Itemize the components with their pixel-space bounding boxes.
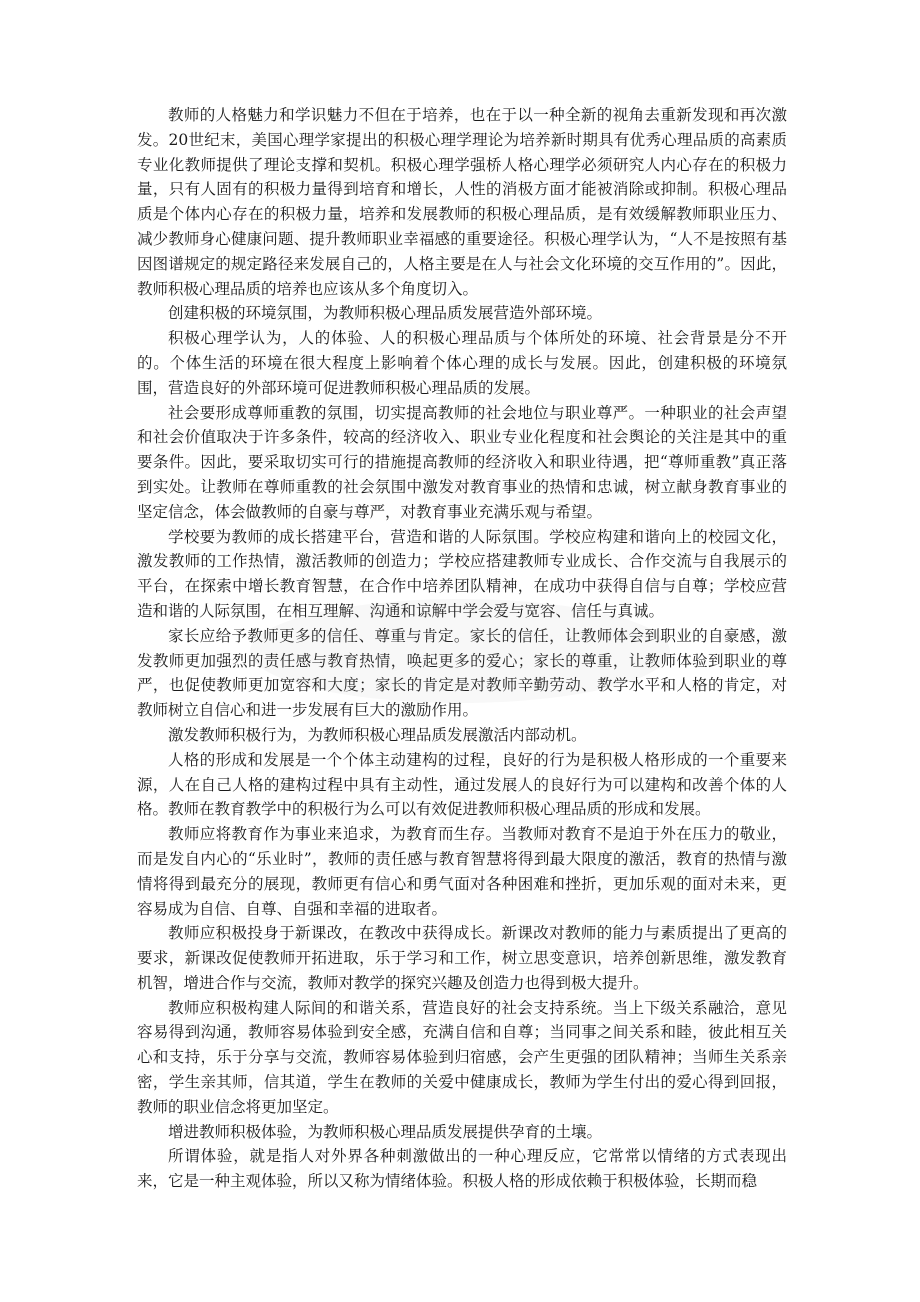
paragraph: 家长应给予教师更多的信任、尊重与肯定。家长的信任，让教师体会到职业的自豪感，激发教师更加强烈的责任感与教育热情，唤起更多的爱心；家长的尊重，让教师体验到职业的尊严，也促使教师更加宽容和大度；家长的肯定是对教师辛勤劳动、教学水平和人格的肯定，对教师树立自信心和进一步发展有巨大的激励作用。 xyxy=(137,626,787,720)
section-heading: 创建积极的环境氛围，为教师积极心理品质发展营造外部环境。 xyxy=(168,304,603,323)
paragraph: 人格的形成和发展是一个个体主动建构的过程，良好的行为是积极人格形成的一个重要来源，人在自己人格的建构过程中具有主动性，通过发展人的良好行为可以建构和改善个体的人格。教师在教育教学中的积极行为么可以有效促进教师积极心理品质的形成和发展。 xyxy=(137,750,787,819)
paragraph: 社会要形成尊师重教的氛围，切实提高教师的社会地位与职业尊严。一种职业的社会声望和社会价值取决于许多条件，较高的经济收入、职业专业化程度和社会舆论的关注是其中的重要条件。因此，要采取切实可行的措施提高教师的经济收入和职业待遇，把“尊师重教”真正落到实处。让教师在尊师重教的社会氛围中激发对教育事业的热情和忠诚，树立献身教育事业的坚定信念，体会做教师的自豪与尊严，对教育事业充满乐观与希望。 xyxy=(137,403,787,521)
paragraph: 学校要为教师的成长搭建平台，营造和谐的人际氛围。学校应构建和谐向上的校园文化，激发教师的工作热情，激活教师的创造力；学校应搭建教师专业成长、合作交流与自我展示的平台，在探索中增长教育智慧，在合作中培养团队精神，在成功中获得自信与自尊；学校应营造和谐的人际氛围，在相互理解、沟通和谅解中学会爱与宽容、信任与真诚。 xyxy=(137,527,787,620)
section-heading: 激发教师积极行为，为教师积极心理品质发展激活内部动机。 xyxy=(168,725,587,744)
paragraph: 教师应积极构建人际间的和谐关系，营造良好的社会支持系统。当上下级关系融洽，意见容易得到沟通，教师容易体验到安全感，充满自信和自尊；当同事之间关系和睦，彼此相互关心和支持，乐于分享与交流，教师容易体验到归宿感，会产生更强的团队精神；当师生关系亲密，学生亲其师，信其道，学生在教师的关爱中健康成长，教师为学生付出的爱心得到回报，教师的职业信念将更加坚定。 xyxy=(137,998,787,1116)
paragraph: 教师的人格魅力和学识魅力不但在于培养，也在于以一种全新的视角去重新发现和再次激发。20世纪末，美国心理学家提出的积极心理学理论为培养新时期具有优秀心理品质的高素质专业化教师提供了理论支撑和契机。积极心理学强桥人格心理学必须研究人内心存在的积极力量，只有人固有的积极力量得到培育和增长，人性的消极方面才能被消除或抑制。积极心理品质是个体内心存在的积极力量，培养和发展教师的积极心理品质，是有效缓解教师职业压力、减少教师身心健康问题、提升教师职业幸福感的重要途径。积极心理学认为，“人不是按照有基因图谱规定的规定路径来发展自己的，人格主要是在人与社会文化环境的交互作用的”。因此，教师积极心理品质的培养也应该从多个角度切入。 xyxy=(137,106,787,298)
paragraph: 教师应将教育作为事业来追求，为教育而生存。当教师对教育不是迫于外在压力的敬业，而是发自内心的“乐业时”，教师的责任感与教育智慧将得到最大限度的激活，教育的热情与激情将得到最充分的展现，教师更有信心和勇气面对各种困难和挫折，更加乐观的面对未来，更容易成为自信、自尊、自强和幸福的进取者。 xyxy=(137,825,787,918)
paragraph: 积极心理学认为，人的体验、人的积极心理品质与个体所处的环境、社会背景是分不开的。个体生活的环境在很大程度上影响着个体心理的成长与发展。因此，创建积极的环境氛围，营造良好的外部环境可促进教师积极心理品质的发展。 xyxy=(137,329,787,397)
section-heading: 增进教师积极体验，为教师积极心理品质发展提供孕育的土壤。 xyxy=(168,1122,603,1141)
document-body xyxy=(137,103,787,1194)
paragraph: 所谓体验，就是指人对外界各种刺激做出的一种心理反应，它常常以情绪的方式表现出来，它是一种主观体验，所以又称为情绪体验。积极人格的形成依赖于积极体验，长期而稳 xyxy=(137,1147,787,1191)
paragraph: 教师应积极投身于新课改，在教改中获得成长。新课改对教师的能力与素质提出了更高的要求，新课改促使教师开拓进取，乐于学习和工作，树立思变意识，培养创新思维，激发教育机智，增进合作与交流，教师对教学的探究兴趣及创造力也得到极大提升。 xyxy=(137,924,787,992)
